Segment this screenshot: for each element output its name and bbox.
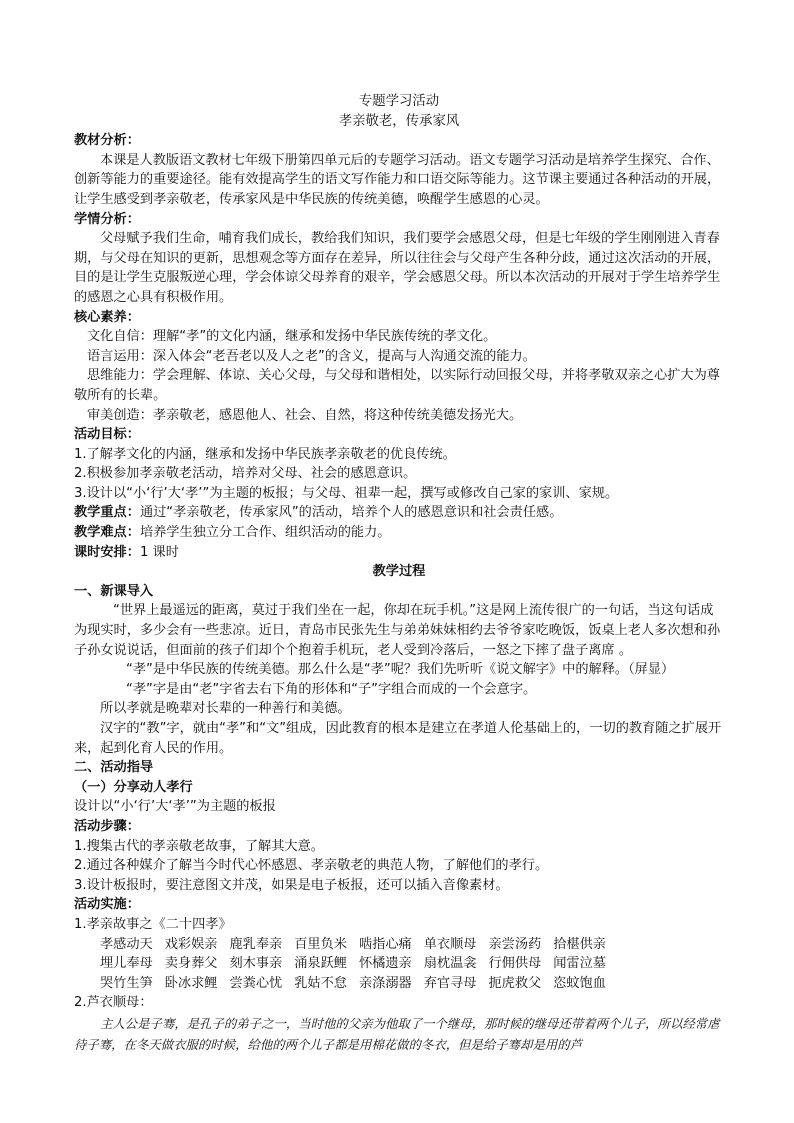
goals-heading: 活动目标： xyxy=(74,427,140,443)
step-item: 3.设计板报时，要注意图文并茂，如果是电子板报，还可以插入音像素材。 xyxy=(74,877,509,893)
document-subtitle: 孝亲敬老，传承家风 xyxy=(338,113,460,129)
textbook-analysis-body: 本课是人教版语文教材七年级下册第四单元后的专题学习活动。语文专题学习活动是培养学生探究、合作、创新等能力的重要途径。能有效提高学生的语文写作能力和口语交际等能力。这节课主要通过各种活动的开展，让学生感受到孝亲敬老，传承家风是中华民族的传统美德，唤醒学生感恩的心灵。 xyxy=(74,152,721,207)
story-item: 怀橘遗亲 xyxy=(359,956,412,972)
section1-para: 汉字的“教”字，就由“孝”和“文”组成，因此教育的根本是建立在孝道人伦基础上的，一切的教育随之扩展开来，起到化育人民的作用。 xyxy=(74,721,722,756)
step-item: 2.通过各种媒介了解当今时代心怀感恩、孝亲敬老的典范人物，了解他们的孝行。 xyxy=(74,858,549,874)
difficulty-label: 教学难点： xyxy=(74,525,140,541)
story-item: 恣蚊饱血 xyxy=(553,975,606,991)
story-item: 单衣顺母 xyxy=(423,936,477,952)
story-row xyxy=(100,935,724,955)
story-item: 卖身葬父 xyxy=(164,956,218,972)
story-item: 啮指心痛 xyxy=(359,936,412,952)
story-item: 弃官寻母 xyxy=(423,975,477,991)
core-literacy-item: 语言运用：深入体会“老吾老以及人之老”的含义，提高与人沟通交流的能力。 xyxy=(87,348,536,364)
section1-para: “孝”是中华民族的传统美德。那么什么是“孝”呢？我们先听听《说文解字》中的解释。（屏显） xyxy=(126,662,675,678)
story-item: 涌泉跃鲤 xyxy=(294,956,347,972)
story-item: 鹿乳奉亲 xyxy=(229,936,283,952)
goal-item: 3.设计以“小‘行’大‘孝’”为主题的板报；与父母、祖辈一起，撰写或修改自己家的家训、家规。 xyxy=(74,485,619,501)
story-row xyxy=(100,974,724,994)
story2-body: 主人公是子骞，是孔子的弟子之一，当时他的父亲为他取了一个继母，那时候的继母还带着两个儿子，所以经常虐待子骞，在冬天做衣服的时候，给他的两个儿子都是用棉花做的冬衣，但是给子骞却是用的芦 xyxy=(74,1015,720,1052)
key-point-label: 教学重点： xyxy=(74,505,140,521)
section1-para: 所以孝就是晚辈对长辈的一种善行和美德。 xyxy=(100,701,351,717)
step-item: 1.搜集古代的孝亲敬老故事，了解其大意。 xyxy=(74,838,324,854)
section2-heading: 二、活动指导 xyxy=(74,760,154,776)
story-item: 扇枕温衾 xyxy=(423,956,477,972)
twenty-four-filial-grid xyxy=(100,935,724,994)
story-item: 乳姑不怠 xyxy=(294,975,347,991)
story-item: 拾椹供亲 xyxy=(553,936,606,952)
story-item: 亲尝汤药 xyxy=(488,936,542,952)
schedule xyxy=(74,543,724,563)
story-title: 1.孝亲故事之《二十四孝》 xyxy=(74,916,232,932)
core-literacy-item: 审美创造：孝亲敬老，感恩他人、社会、自然，将这种传统美德发扬光大。 xyxy=(87,407,523,423)
section1-para: “孝”字是由“老”字省去右下角的形体和“子”字组合而成的一个会意字。 xyxy=(126,681,537,697)
schedule-label: 课时安排： xyxy=(74,544,140,560)
story-item: 尝粪心忧 xyxy=(229,975,283,991)
student-analysis-heading: 学情分析： xyxy=(74,211,140,227)
impl-heading: 活动实施： xyxy=(74,897,140,913)
story-row xyxy=(100,954,724,974)
difficulty-text: 培养学生独立分工合作、组织活动的能力。 xyxy=(139,525,391,541)
story-item: 孝感动天 xyxy=(100,936,153,952)
story-item: 刻木事亲 xyxy=(229,956,283,972)
section2-sub1: （一）分享动人孝行 xyxy=(74,779,193,795)
steps-heading: 活动步骤： xyxy=(74,818,140,834)
key-point-text: 通过“孝亲敬老，传承家风”的活动，培养个人的感恩意识和社会责任感。 xyxy=(139,505,563,521)
story-item: 戏彩娱亲 xyxy=(164,936,218,952)
section1-heading: 一、新课导入 xyxy=(74,583,154,599)
goal-item: 1.了解孝文化的内涵，继承和发扬中华民族孝亲敬老的优良传统。 xyxy=(74,446,456,462)
process-heading: 教学过程 xyxy=(372,564,426,580)
goal-item: 2.积极参加孝亲敬老活动，培养对父母、社会的感恩意识。 xyxy=(74,466,417,482)
story2-title: 2.芦衣顺母： xyxy=(74,995,153,1011)
story-item: 行佣供母 xyxy=(488,956,542,972)
key-point xyxy=(74,503,724,523)
student-analysis-body: 父母赋予我们生命，哺育我们成长，教给我们知识，我们要学会感恩父母，但是七年级的学生刚刚进入青春期，与父母在知识的更新，思想观念等方面存在差异，所以往往会与父母产生各种分歧，通过这次活动的开展，目的是让学生克服叛逆心理，学会体谅父母养育的艰辛，学会感恩父母。所以本次活动的开展对于学生培养学生的感恩之心具有积极作用。 xyxy=(74,231,721,305)
story-item: 亲涤溺器 xyxy=(359,975,412,991)
difficulty xyxy=(74,523,724,543)
document-page xyxy=(74,92,724,1055)
story-item: 哭竹生笋 xyxy=(100,975,153,991)
story-item: 扼虎救父 xyxy=(488,975,542,991)
section2-theme: 设计以“小‘行’大‘孝’”为主题的板报 xyxy=(74,799,276,815)
story-item: 埋儿奉母 xyxy=(100,956,153,972)
schedule-text: 1 课时 xyxy=(139,544,179,560)
document-title: 专题学习活动 xyxy=(358,94,440,109)
story-item: 闻雷泣墓 xyxy=(553,956,606,972)
story-item: 百里负米 xyxy=(294,936,347,952)
story-item: 卧冰求鲤 xyxy=(164,975,218,991)
section1-para: “世界上最遥远的距离，莫过于我们坐在一起，你却在玩手机。”这是网上流传很广的一句话，当这句话成为现实时，多少会有一些悲凉。近日，青岛市民张先生与弟弟妹妹相约去爷爷家吃晚饭，饭桌上老人多次想和孙子孙女说说话，但面前的孩子们却个个抱着手机玩，老人受到冷落后，一怒之下摔了盘子离席 。 xyxy=(74,603,721,658)
core-literacy-heading: 核心素养： xyxy=(74,309,140,325)
textbook-analysis-heading: 教材分析： xyxy=(74,133,140,149)
core-literacy-item: 思维能力：学会理解、体谅、关心父母，与父母和谐相处，以实际行动回报父母，并将孝敬双亲之心扩大为尊敬所有的长辈。 xyxy=(74,368,720,403)
core-literacy-item: 文化自信：理解“孝”的文化内涵，继承和发扬中华民族传统的孝文化。 xyxy=(87,329,497,345)
